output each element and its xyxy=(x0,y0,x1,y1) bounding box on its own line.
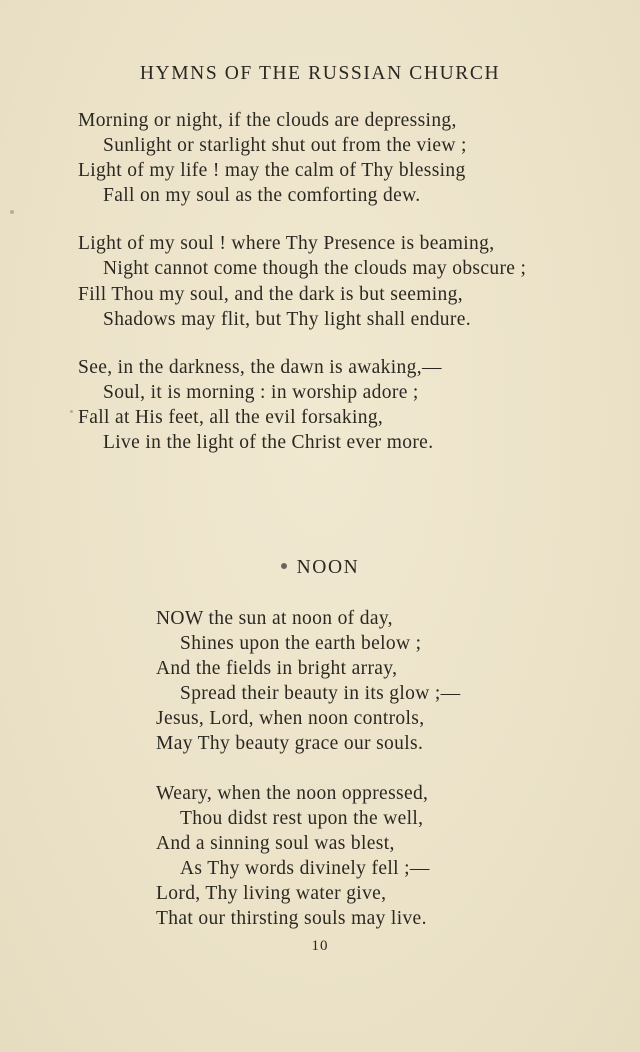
hymn-title xyxy=(0,557,640,579)
poem-line: May Thy beauty grace our souls. xyxy=(156,733,424,754)
poem-line: NOW the sun at noon of day, xyxy=(156,608,393,629)
poem-line: Light of my soul ! where Thy Presence is beaming, xyxy=(78,233,495,254)
poem-line: Fill Thou my soul, and the dark is but seeming, xyxy=(78,284,463,305)
poem-line: Night cannot come though the clouds may obscure ; xyxy=(103,258,527,279)
poem-line: Sunlight or starlight shut out from the view ; xyxy=(103,135,467,156)
poem-line: Spread their beauty in its glow ;— xyxy=(180,683,461,704)
poem-line: That our thirsting souls may live. xyxy=(156,908,427,929)
poem-line: Soul, it is morning : in worship adore ; xyxy=(103,382,419,403)
paper-speck xyxy=(70,410,73,413)
poem-line: And a sinning soul was blest, xyxy=(156,833,395,854)
running-head: HYMNS OF THE RUSSIAN CHURCH xyxy=(139,63,501,84)
poem-line: See, in the darkness, the dawn is awaking,— xyxy=(78,357,442,378)
hymn-title-text: NOON xyxy=(296,557,360,578)
poem-line: Shadows may flit, but Thy light shall endure. xyxy=(103,309,471,330)
poem-line: Weary, when the noon oppressed, xyxy=(156,783,429,804)
poem-line: Jesus, Lord, when noon controls, xyxy=(156,708,425,729)
poem-line: And the fields in bright array, xyxy=(156,658,398,679)
paper-speck xyxy=(10,210,14,214)
poem-line: Lord, Thy living water give, xyxy=(156,883,387,904)
page-number: 10 xyxy=(311,938,329,954)
poem-line: Light of my life ! may the calm of Thy blessing xyxy=(78,160,466,181)
poem-line: Live in the light of the Christ ever more. xyxy=(103,432,434,453)
poem-line: Morning or night, if the clouds are depressing, xyxy=(78,110,457,131)
ornament-dot xyxy=(281,563,287,569)
poem-line: Fall at His feet, all the evil forsaking, xyxy=(78,407,384,428)
poem-line: As Thy words divinely fell ;— xyxy=(180,858,430,879)
poem-line: Shines upon the earth below ; xyxy=(180,633,422,654)
poem-line: Fall on my soul as the comforting dew. xyxy=(103,185,421,206)
poem-line: Thou didst rest upon the well, xyxy=(180,808,424,829)
